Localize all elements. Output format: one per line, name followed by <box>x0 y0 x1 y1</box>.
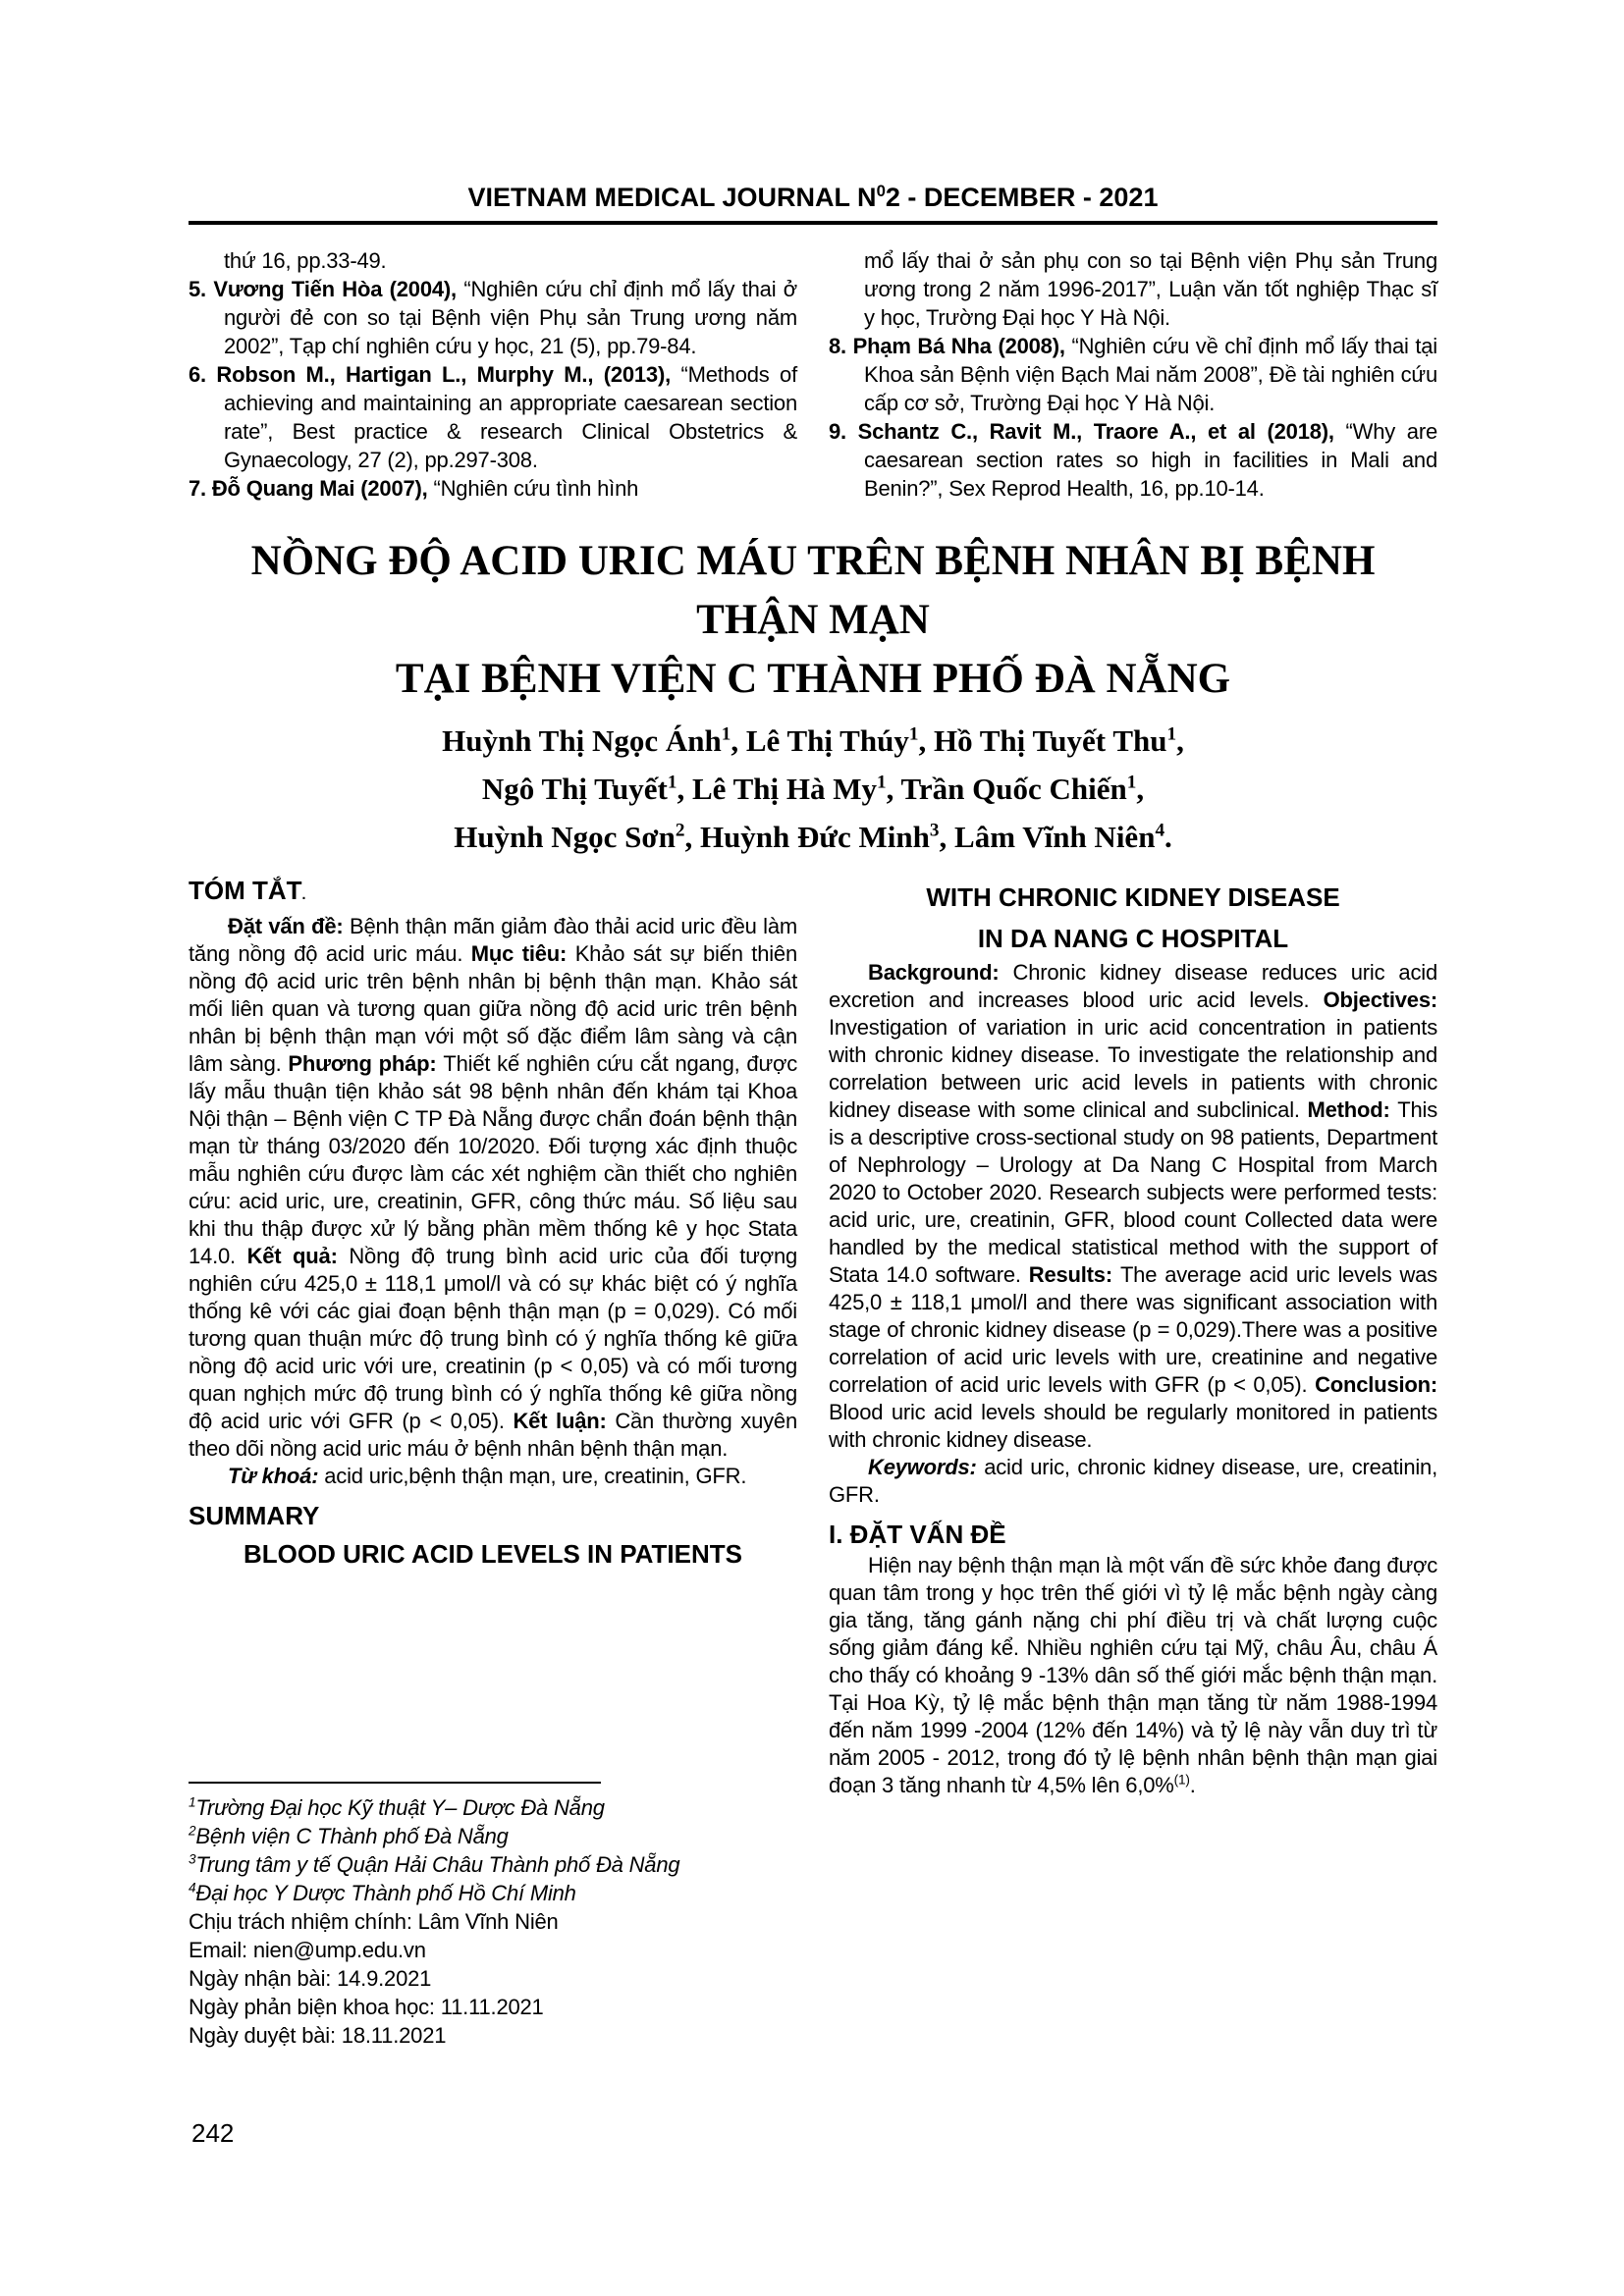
accepted-date-line: Ngày duyệt bài: 18.11.2021 <box>189 2023 447 2048</box>
correspondence-line: Chịu trách nhiệm chính: Lâm Vĩnh Niên <box>189 1909 559 1934</box>
article-body <box>189 877 1437 2050</box>
authors-line: Huỳnh Thị Ngọc Ánh$^1$, Lê Thị Thúy$^1$, Hồ Thị Tuyết Thu$^1$, <box>442 723 1184 758</box>
affiliation-1: $^1$Trường Đại học Kỹ thuật Y– Dược Đà Nẵng <box>189 1794 605 1820</box>
english-abstract-paragraph: Background: Chronic kidney disease reduces uric acid excretion and increases blood uric acid levels. Objectives: Investigation of variation in uric acid concentration in patients with chronic kidney disease. To investigate the relationship and correlation between uric acid levels in patients with chronic kidney disease with some clinical and subclinical. Method: This is a descriptive cross-sectional study on 98 patients, Department of Nephrology – Urology at Da Nang C Hospital from March 2020 to October 2020. Research subjects were performed tests: acid uric, ure, creatinin, GFR, blood count Collected data were handled by the medical statistical method with the support of Stata 14.0 software. Results: The average acid uric levels was 425,0 ± 118,1 μmol/l and there was significant association with stage of chronic kidney disease (p = 0,029).There was a positive correlation of acid uric levels with ure, creatinine and negative correlation of acid uric levels with GFR (p < 0,05). Conclusion: Blood uric acid levels should be regularly monitored in patients with chronic kidney disease. <box>829 960 1438 1452</box>
authors-line: Huỳnh Ngọc Sơn$^2$, Huỳnh Đức Minh$^3$, Lâm Vĩnh Niên$^4$. <box>454 820 1172 854</box>
article-title <box>189 532 1437 709</box>
english-title-line1: WITH CHRONIC KIDNEY DISEASE <box>926 882 1340 912</box>
english-title-line2: IN DA NANG C HOSPITAL <box>977 924 1289 953</box>
body-left-column <box>189 877 797 2050</box>
abstract-paragraph: Đặt vấn đề: Bệnh thận mãn giảm đào thải acid uric đều làm tăng nồng độ acid uric máu. Mục tiêu: Khảo sát sự biến thiên nồng độ acid uric trên bệnh nhân bị bệnh thận mạn. Khảo sát mối liên quan và tương quan giữa nồng độ acid uric trên bệnh nhân bị bệnh thận mạn với một số đặc điểm lâm sàng và cận lâm sàng. Phương pháp: Thiết kế nghiên cứu cắt ngang, được lấy mẫu thuận tiện khảo sát 98 bệnh nhân đến khám tại Khoa Nội thận – Bệnh viện C TP Đà Nẵng được chẩn đoán bệnh thận mạn từ tháng 03/2020 đến 10/2020. Đối tượng xác định thuộc mẫu nghiên cứu được làm các xét nghiệm cần thiết cho nghiên cứu: acid uric, ure, creatinin, GFR, công thức máu. Số liệu sau khi thu thập được xử lý bằng phần mềm thống kê y học Stata 14.0. Kết quả: Nồng độ trung bình acid uric của đối tượng nghiên cứu 425,0 ± 118,1 μmol/l và có sự khác biệt có ý nghĩa thống kê với các giai đoạn bệnh thận mạn (p = 0,029). Có mối tương quan thuận mức độ trung bình có ý nghĩa thống kê giữa nồng độ acid uric với ure, creatinin (p < 0,05) và có mối tương quan nghịch mức độ trung bình có ý nghĩa thống kê giữa nồng độ acid uric với GFR (p < 0,05). Kết luận: Cần thường xuyên theo dõi nồng acid uric máu ở bệnh nhân bệnh thận mạn. <box>189 914 798 1461</box>
page-number: 242 <box>191 2118 235 2148</box>
affiliation-3: $^3$Trung tâm y tế Quận Hải Châu Thành phố Đà Nẵng <box>189 1851 680 1877</box>
authors-line: Ngô Thị Tuyết$^1$, Lê Thị Hà My$^1$, Trần Quốc Chiến$^1$, <box>481 772 1145 806</box>
references-left-column <box>189 246 797 503</box>
affiliation-4: $^4$Đại học Y Dược Thành phố Hồ Chí Minh <box>189 1880 576 1905</box>
journal-header: VIETNAM MEDICAL JOURNAL $N^02$ - DECEMBER - 2021 <box>467 182 1159 212</box>
reviewed-date-line: Ngày phản biện khoa học: 11.11.2021 <box>189 1995 544 2019</box>
introduction-paragraph: Hiện nay bệnh thận mạn là một vấn đề sức khỏe đang được quan tâm trong y học trên thế giới vì tỷ lệ mắc bệnh ngày càng gia tăng, tăng gánh nặng chi phí điều trị và chất lượng cuộc sống giảm đáng kể. Nhiều nghiên cứu tại Mỹ, châu Âu, châu Á cho thấy có khoảng 9 -13% dân số thế giới mắc bệnh thận mạn. Tại Hoa Kỳ, tỷ lệ mắc bệnh thận mạn tăng từ năm 1988-1994 đến năm 1999 -2004 (12% đến 14%) và tỷ lệ này vẫn duy trì từ năm 2005 - 2012, trong đó tỷ lệ bệnh nhân bệnh thận mạn giai đoạn 3 tăng nhanh từ 4,5% lên 6,0%$^{(1)}$. <box>829 1553 1437 1797</box>
references-section <box>189 246 1437 503</box>
affiliation-2: $^2$Bệnh viện C Thành phố Đà Nẵng <box>189 1823 509 1848</box>
page-content <box>189 183 1437 2050</box>
reference-continuation: thứ 16, pp.33-49. <box>224 248 387 273</box>
reference-item-8: 8. Phạm Bá Nha (2008), “Nghiên cứu về chỉ định mổ lấy thai tại Khoa sản Bệnh viện Bạch Mai năm 2008”, Đề tài nghiên cứu cấp cơ sở, Trường Đại học Y Hà Nội. <box>829 334 1438 415</box>
keywords-english: Keywords: acid uric, chronic kidney disease, ure, creatinin, GFR. <box>829 1455 1437 1507</box>
reference-continuation: mổ lấy thai ở sản phụ con so tại Bệnh viện Phụ sản Trung ương trong 2 năm 1996-2017”, Luận văn tốt nghiệp Thạc sĩ y học, Trường Đại học Y Hà Nội. <box>864 248 1437 330</box>
authors-block <box>189 717 1437 861</box>
keywords-vietnamese: Từ khoá: acid uric,bệnh thận mạn, ure, creatinin, GFR. <box>228 1464 747 1488</box>
reference-item-7: 7. Đỗ Quang Mai (2007), “Nghiên cứu tình hình <box>189 476 639 501</box>
article-title-line1: NỒNG ĐỘ ACID URIC MÁU TRÊN BỆNH NHÂN BỊ BỆNH THẬN MẠN <box>250 538 1376 643</box>
summary-heading: SUMMARY <box>189 1501 320 1530</box>
received-date-line: Ngày nhận bài: 14.9.2021 <box>189 1966 432 1991</box>
footnote-rule <box>189 1782 601 1784</box>
abstract-heading: TÓM TẮT. <box>189 876 306 905</box>
header-rule <box>189 221 1437 225</box>
reference-item-9: 9. Schantz C., Ravit M., Traore A., et al (2018), “Why are caesarean section rates so high in facilities in Mali and Benin?”, Sex Reprod Health, 16, pp.10-14. <box>829 419 1437 501</box>
introduction-heading: I. ĐẶT VẤN ĐỀ <box>829 1520 1006 1549</box>
references-right-column <box>829 246 1437 503</box>
reference-item-6: 6. Robson M., Hartigan L., Murphy M., (2013), “Methods of achieving and maintaining an appropriate caesarean section rate”, Best practice & research Clinical Obstetrics & Gynaecology, 27 (2), pp.297-308. <box>189 362 798 472</box>
footnote-block <box>189 1782 797 2050</box>
article-title-line2: TẠI BỆNH VIỆN C THÀNH PHỐ ĐÀ NẴNG <box>395 656 1231 702</box>
email-line: Email: nien@ump.edu.vn <box>189 1938 426 1962</box>
body-right-column <box>829 877 1437 2050</box>
reference-item-5: 5. Vương Tiến Hòa (2004), “Nghiên cứu chỉ định mổ lấy thai ở người đẻ con so tại Bệnh viện Phụ sản Trung ương năm 2002”, Tạp chí nghiên cứu y học, 21 (5), pp.79-84. <box>189 277 797 358</box>
summary-title: BLOOD URIC ACID LEVELS IN PATIENTS <box>244 1539 742 1569</box>
